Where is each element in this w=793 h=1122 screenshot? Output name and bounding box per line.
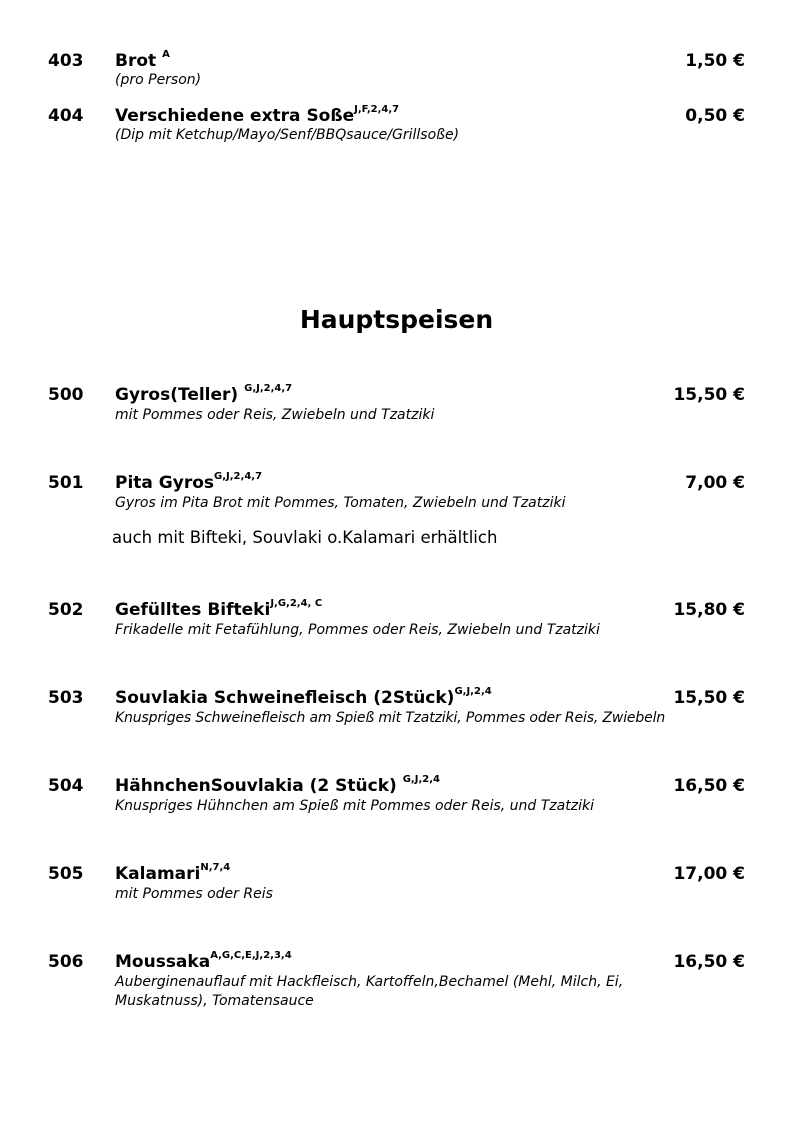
item-name bbox=[115, 50, 170, 72]
item-price: 17,00 € bbox=[673, 864, 745, 884]
item-description: Frikadelle mit Fetafühlung, Pommes oder Reis, Zwiebeln und Tzatziki bbox=[115, 622, 600, 638]
item-name bbox=[115, 105, 399, 127]
item-name-text: Gyros(Teller) bbox=[115, 385, 245, 405]
item-name bbox=[115, 863, 230, 885]
item-number: 404 bbox=[48, 106, 84, 126]
item-description: mit Pommes oder Reis, Zwiebeln und Tzatziki bbox=[115, 407, 435, 423]
item-description: Auberginenauflauf mit Hackfleisch, Kartoffeln,Bechamel (Mehl, Milch, Ei, Muskatnuss), Tomatensauce bbox=[115, 974, 624, 1009]
item-price: 1,50 € bbox=[685, 51, 745, 71]
allergen-codes: G,J,2,4 bbox=[402, 774, 440, 786]
item-name bbox=[115, 599, 322, 621]
item-price: 15,80 € bbox=[673, 600, 745, 620]
item-name-text: Verschiedene extra Soße bbox=[115, 106, 355, 126]
allergen-codes: J,G,2,4, C bbox=[270, 598, 323, 610]
item-name-text: Kalamari bbox=[115, 864, 201, 884]
item-number: 504 bbox=[48, 776, 84, 796]
item-description: (Dip mit Ketchup/Mayo/Senf/BBQsauce/Grillsoße) bbox=[115, 127, 460, 143]
item-name-text: Gefülltes Bifteki bbox=[115, 600, 271, 620]
item-name-text: Moussaka bbox=[115, 952, 211, 972]
item-number: 502 bbox=[48, 600, 84, 620]
item-price: 16,50 € bbox=[673, 776, 745, 796]
item-name-text: Souvlakia Schweinefleisch (2Stück) bbox=[115, 688, 455, 708]
item-description: mit Pommes oder Reis bbox=[115, 886, 273, 902]
item-number: 403 bbox=[48, 51, 84, 71]
item-description: Knuspriges Schweinefleisch am Spieß mit Tzatziki, Pommes oder Reis, Zwiebeln bbox=[115, 710, 666, 726]
item-price: 7,00 € bbox=[685, 473, 745, 493]
allergen-codes: N,7,4 bbox=[200, 862, 231, 874]
allergen-codes: G,J,2,4,7 bbox=[214, 471, 263, 483]
item-description: Gyros im Pita Brot mit Pommes, Tomaten, Zwiebeln und Tzatziki bbox=[115, 495, 566, 511]
item-price: 15,50 € bbox=[673, 688, 745, 708]
allergen-codes: G,J,2,4 bbox=[454, 686, 492, 698]
item-price: 15,50 € bbox=[673, 385, 745, 405]
item-name-text: Brot bbox=[115, 51, 163, 71]
item-name bbox=[115, 384, 292, 406]
item-name bbox=[115, 472, 262, 494]
item-description: Knuspriges Hühnchen am Spieß mit Pommes oder Reis, und Tzatziki bbox=[115, 798, 594, 814]
item-name bbox=[115, 775, 440, 797]
item-number: 501 bbox=[48, 473, 84, 493]
item-number: 500 bbox=[48, 385, 84, 405]
allergen-codes: J,F,2,4,7 bbox=[354, 104, 400, 116]
item-description: (pro Person) bbox=[115, 72, 202, 88]
pita-availability-note: auch mit Bifteki, Souvlaki o.Kalamari erhältlich bbox=[112, 528, 498, 547]
item-number: 505 bbox=[48, 864, 84, 884]
item-price: 0,50 € bbox=[685, 106, 745, 126]
item-name bbox=[115, 951, 292, 973]
allergen-codes: G,J,2,4,7 bbox=[244, 383, 293, 395]
allergen-codes: A,G,C,E,J,2,3,4 bbox=[210, 950, 292, 962]
item-name bbox=[115, 687, 492, 709]
item-name-text: Pita Gyros bbox=[115, 473, 215, 493]
section-title: Hauptspeisen bbox=[299, 305, 494, 334]
allergen-codes: A bbox=[162, 49, 170, 61]
item-number: 506 bbox=[48, 952, 84, 972]
item-price: 16,50 € bbox=[673, 952, 745, 972]
item-name-text: HähnchenSouvlakia (2 Stück) bbox=[115, 776, 403, 796]
item-number: 503 bbox=[48, 688, 84, 708]
